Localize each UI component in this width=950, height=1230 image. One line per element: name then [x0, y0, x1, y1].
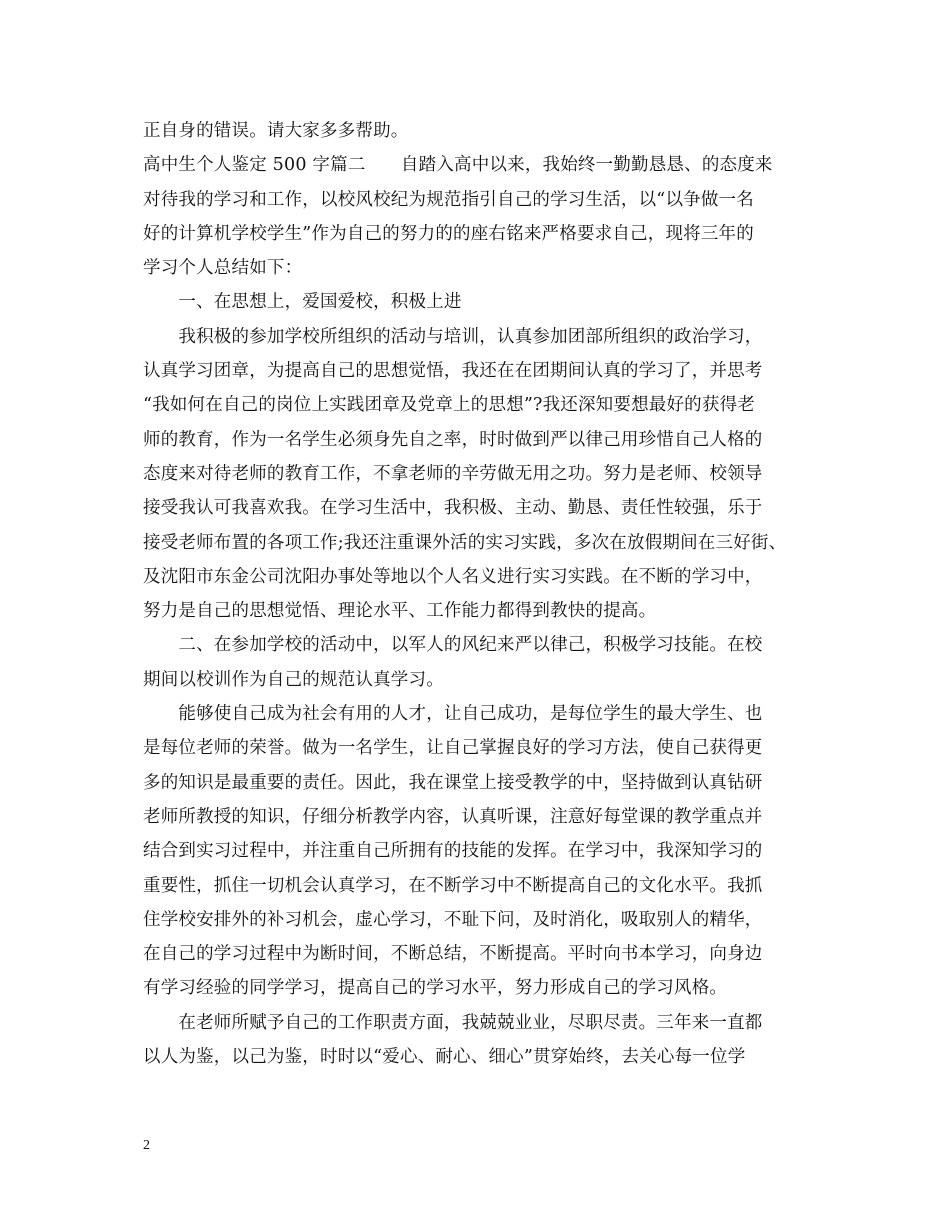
page-number: 2: [143, 1138, 150, 1153]
text-line: “我如何在自己的岗位上实践团章及党章上的思想”?我还深知要想最好的获得老: [143, 395, 755, 416]
section-heading-2: 二、在参加学校的活动中，以军人的风纪来严以律己，积极学习技能。在校: [143, 635, 763, 656]
text-line: 好的计算机学校学生”作为自己的努力的的座右铭来严格要求自己，现将三年的: [143, 223, 754, 244]
text-line: 多的知识是最重要的责任。因此，我在课堂上接受教学的中，坚持做到认真钻研: [143, 772, 763, 793]
text-line: 结合到实习过程中，并注重自己所拥有的技能的发挥。在学习中，我深知学习的: [143, 841, 763, 862]
text-line: 对待我的学习和工作，以校风校纪为规范指引自己的学习生活，以“以争做一名: [143, 189, 754, 210]
text-line: 学习个人总结如下：: [143, 258, 303, 279]
text-line: 在自己的学习过程中为断时间，不断总结，不断提高。平时向书本学习，向身边: [143, 944, 763, 965]
text-line: 正自身的错误。请大家多多帮助。: [143, 121, 409, 141]
text-line: 老师所教授的知识，仔细分析教学内容，认真听课，注意好每堂课的教学重点并: [143, 806, 763, 827]
text-line: 有学习经验的同学学习，提高自己的学习水平，努力形成自己的学习风格。: [143, 978, 728, 999]
text-line: 我积极的参加学校所组织的活动与培训，认真参加团部所组织的政治学习，: [143, 326, 763, 347]
text-line: 及沈阳市东金公司沈阳办事处等地以个人名义进行实习实践。在不断的学习中，: [143, 566, 763, 587]
body-text: [143, 114, 833, 1074]
text-line: 接受我认可我喜欢我。在学习生活中，我积极、主动、勤恳、责任性较强，乐于: [143, 498, 763, 519]
text-line: 接受老师布置的各项工作;我还注重课外活的实习实践，多次在放假期间在三好街、: [143, 532, 787, 553]
text-line: 重要性，抓住一切机会认真学习，在不断学习中不断提高自己的文化水平。我抓: [143, 875, 763, 896]
text-line: 师的教育，作为一名学生必须身先自之率，时时做到严以律己用珍惜自己人格的: [143, 429, 763, 450]
text-line: 能够使自己成为社会有用的人才，让自己成功，是每位学生的最大学生、也: [143, 704, 763, 725]
section-heading-1: 一、在思想上，爱国爱校，积极上进: [143, 292, 462, 313]
text-line: 住学校安排外的补习机会，虚心学习，不耻下问，及时消化，吸取别人的精华，: [143, 909, 763, 930]
text-line: 高中生个人鉴定 500 字篇二 自踏入高中以来，我始终一勤勤恳恳、的态度来: [143, 155, 773, 176]
text-line: 是每位老师的荣誉。做为一名学生，让自己掌握良好的学习方法，使自己获得更: [143, 738, 763, 759]
text-line: 努力是自己的思想觉悟、理论水平、工作能力都得到教快的提高。: [143, 601, 657, 622]
text-line: 期间以校训作为自己的规范认真学习。: [143, 669, 444, 690]
text-line: 在老师所赋予自己的工作职责方面，我兢兢业业，尽职尽责。三年来一直都: [143, 1012, 763, 1033]
text-line: 态度来对待老师的教育工作，不拿老师的辛劳做无用之功。努力是老师、校领导: [143, 463, 763, 484]
text-line: 以人为鉴，以己为鉴，时时以“爱心、耐心、细心”贯穿始终，去关心每一位学: [143, 1047, 746, 1068]
text-line: 认真学习团章，为提高自己的思想觉悟，我还在在团期间认真的学习了，并思考: [143, 361, 763, 382]
